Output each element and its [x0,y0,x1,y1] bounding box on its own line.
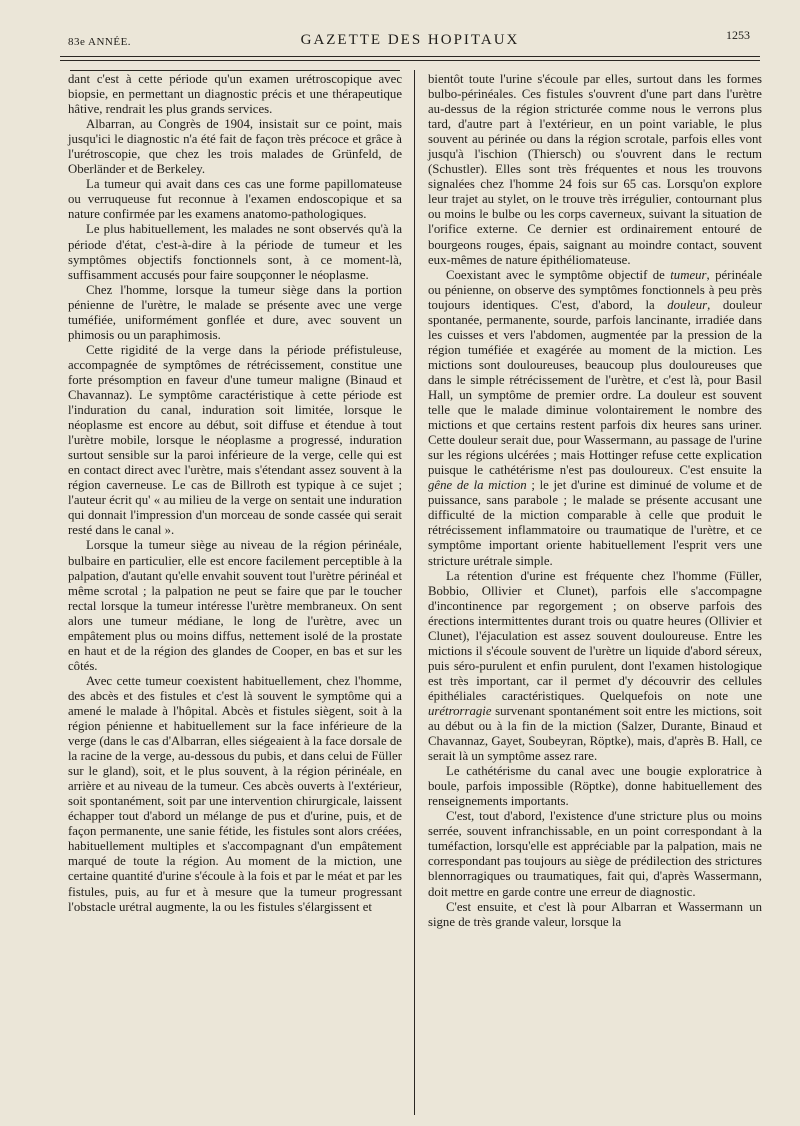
paragraph: Le cathétérisme du canal avec une bougie exploratrice à boule, parfois impossible (Röptke), donne habituellement des renseignements importants. [428,764,762,809]
paragraph: dant c'est à cette période qu'un examen urétroscopique avec biopsie, en permettant un diagnostic précis et une thérapeutique hâtive, rendrait les plus grands services. [68,72,402,117]
page-number: 1253 [726,28,750,42]
paragraph: La tumeur qui avait dans ces cas une forme papillomateuse ou verruqueuse fut reconnue à l'examen endoscopique et sa nature confirmée par les examens anatomo-pathologiques. [68,177,402,222]
paragraph: Cette rigidité de la verge dans la période préfistuleuse, accompagnée de symptômes de rétrécissement, constitue une forte présomption en faveur d'une tumeur maligne (Binaud et Chavannaz). Le symptôme caractéristique à cette période est l'induration du canal, induration soit limitée, lorsque le néoplasme est encore au début, soit diffuse et étendue à tout l'urètre mobile, lorsque le néoplasme a progressé, induration surtout sensible sur la paroi inférieure de la verge, celle qui est en contact direct avec l'urètre, mais s'étendant assez souvent à la région caverneuse. Le cas de Billroth est typique à ce sujet ; l'auteur écrit qu' « au milieu de la verge on sentait une induration qui donnait l'impression d'un morceau de sonde cassée qui serait resté dans le canal ». [68,342,402,538]
paragraph: Chez l'homme, lorsque la tumeur siège dans la portion pénienne de l'urètre, le malade se présente avec une verge tuméfiée, uniformément gonflée et dure, avec souvent un phimosis ou un paraphimosis. [68,282,402,342]
right-column [428,72,762,930]
paragraph: Lorsque la tumeur siège au niveau de la région périnéale, bulbaire en particulier, elle est encore facilement perceptible à la palpation, d'autant qu'elle envahit souvent tout l'urètre périnéal et même scrotal ; la palpation ne peut se faire que par le toucher rectal lorsque la tumeur intéresse l'urètre membraneux. On sent alors une tumeur médiane, le long de l'urètre, avec un empâtement plus ou moins diffus, nettement isolé de la prostate en haut et de la région des glandes de Cooper, en bas et sur les côtés. [68,538,402,673]
column-top-rule [70,70,400,71]
paragraph: C'est ensuite, et c'est là pour Albarran et Wassermann un signe de très grande valeur, lorsque la [428,899,762,929]
journal-title: GAZETTE DES HOPITAUX [300,32,520,48]
paragraph: Avec cette tumeur coexistent habituellement, chez l'homme, des abcès et des fistules et c'est là souvent le symptôme qui a amené le malade à l'hôpital. Abcès et fistules siègent, soit à la région pénienne et habituellement sur la face inférieure de la verge (dans le cas d'Albarran, elles siégeaient à la face dorsale de la racine de la verge, au-dessous du pubis, et dans celui de Füller sur le gland), soit, et le plus souvent, à la région périnéale, en arrière et au niveau de la tumeur. Ces abcès ouverts à l'extérieur, soit spontanément, soit par une intervention chirurgicale, laissent échapper tout d'abord un mélange de pus et d'urine, puis, et de façon permanente, une sanie fétide, les fistules sont alors créées, habituellement multiples et s'accompagnant d'un empâtement marqué de toute la région. Au moment de la miction, une certaine quantité d'urine s'écoule à la fois et par le méat et par les fistules, puis, au fur et à mesure que la tumeur progressant l'obstacle urétral augmente, la ou les fistules s'élargissent et [68,673,402,914]
column-divider [414,70,415,1115]
paragraph: C'est, tout d'abord, l'existence d'une stricture plus ou moins serrée, souvent infranchissable, en un point correspondant à la tuméfaction, lorsqu'elle est appréciable par la palpation, mais ne correspondant pas toujours au siège de prédilection des strictures blennorragiques ou traumatiques, fait qui, d'après Wassermann, doit mettre en garde contre une erreur de diagnostic. [428,809,762,899]
year-label: 83e ANNÉE. [68,36,132,48]
paragraph: La rétention d'urine est fréquente chez l'homme (Füller, Bobbio, Ollivier et Clunet), parfois elle s'accompagne d'incontinence par regorgement ; on observe parfois des érections intermittentes durant trois ou quatre heures (Ollivier et Clunet), l'éjaculation est assez souvent douloureuse. Entre les mictions il s'écoule souvent de l'urètre un liquide d'abord séreux, puis séro-purulent et enfin purulent, dont l'examen histologique est très important, car il permet d'y découvrir des cellules épithéliales caractéristiques. Quelquefois on note une urétrorragie survenant spontanément soit entre les mictions, soit au début ou à la fin de la miction (Salzer, Durante, Binaud et Chavannaz, Gayet, Soubeyran, Röptke), mais, d'après B. Hall, ce serait là un symptôme assez rare. [428,568,762,764]
paragraph: Coexistant avec le symptôme objectif de tumeur, périnéale ou pénienne, on observe des symptômes fonctionnels à peu près toujours identiques. C'est, d'abord, la douleur, douleur spontanée, permanente, sourde, parfois lancinante, irradiée dans les cuisses et vers l'abdomen, augmentée par la pression de la région tuméfiée et exagérée au moment de la miction. Les mictions sont douloureuses, beaucoup plus douloureuses que dans le simple rétrécissement de l'urètre, et c'est là, pour Basil Hall, un symptôme de premier ordre. La douleur est souvent telle que le malade diminue volontairement le nombre des mictions et que certains restent parfois dix heures sans uriner. Cette douleur serait due, pour Wassermann, au passage de l'urine sur les régions ulcérées ; mais Hottinger refuse cette explication puisque le cathétérisme n'est pas douloureux. C'est ensuite la gêne de la miction ; le jet d'urine est diminué de volume et de puissance, sans parabole ; le malade se présente accusant une difficulté de la miction comparable à celle que produit le rétrécissement inflammatoire ou traumatique de l'urètre, et ce symptôme important oriente habituellement l'esprit vers une stricture urétrale simple. [428,267,762,568]
left-column [68,72,402,915]
header-rule-thin [60,60,760,61]
paragraph: Albarran, au Congrès de 1904, insistait sur ce point, mais jusqu'ici le diagnostic n'a été fait de façon très précoce et grâce à l'urétroscopie, que chez les trois malades de Grünfeld, de Oberländer et de Berkeley. [68,117,402,177]
paragraph: Le plus habituellement, les malades ne sont observés qu'à la période d'état, c'est-à-dire à la période de tumeur et les symptômes objectifs fonctionnels sont, à ce moment-là, suffisamment accusés pour faire soupçonner le néoplasme. [68,222,402,282]
page-header [60,28,760,58]
paragraph: bientôt toute l'urine s'écoule par elles, surtout dans les formes bulbo-périnéales. Ces fistules s'ouvrent d'une part dans l'urètre au-dessus de la région stricturée comme nous le verrons plus tard, d'autre part à l'extérieur, en un point variable, le plus souvent au périnée ou dans la région scrotale, parfois elles vont jusqu'à l'ischion (Thiersch) ou s'ouvrent dans le rectum (Schustler). Elles sont très fréquentes et nous les trouvons signalées chez l'homme 24 fois sur 65 cas. Lorsqu'on explore leur trajet au stylet, on le trouve très irrégulier, contournant plus ou moins le bulbe ou les corps caverneux, suivant la situation de l'orifice externe. Ce dernier est ordinairement entouré de bourgeons rouges, épais, saignant au moindre contact, souvent eux-mêmes de nature épithéliomateuse. [428,72,762,267]
header-rule-thick [60,56,760,57]
